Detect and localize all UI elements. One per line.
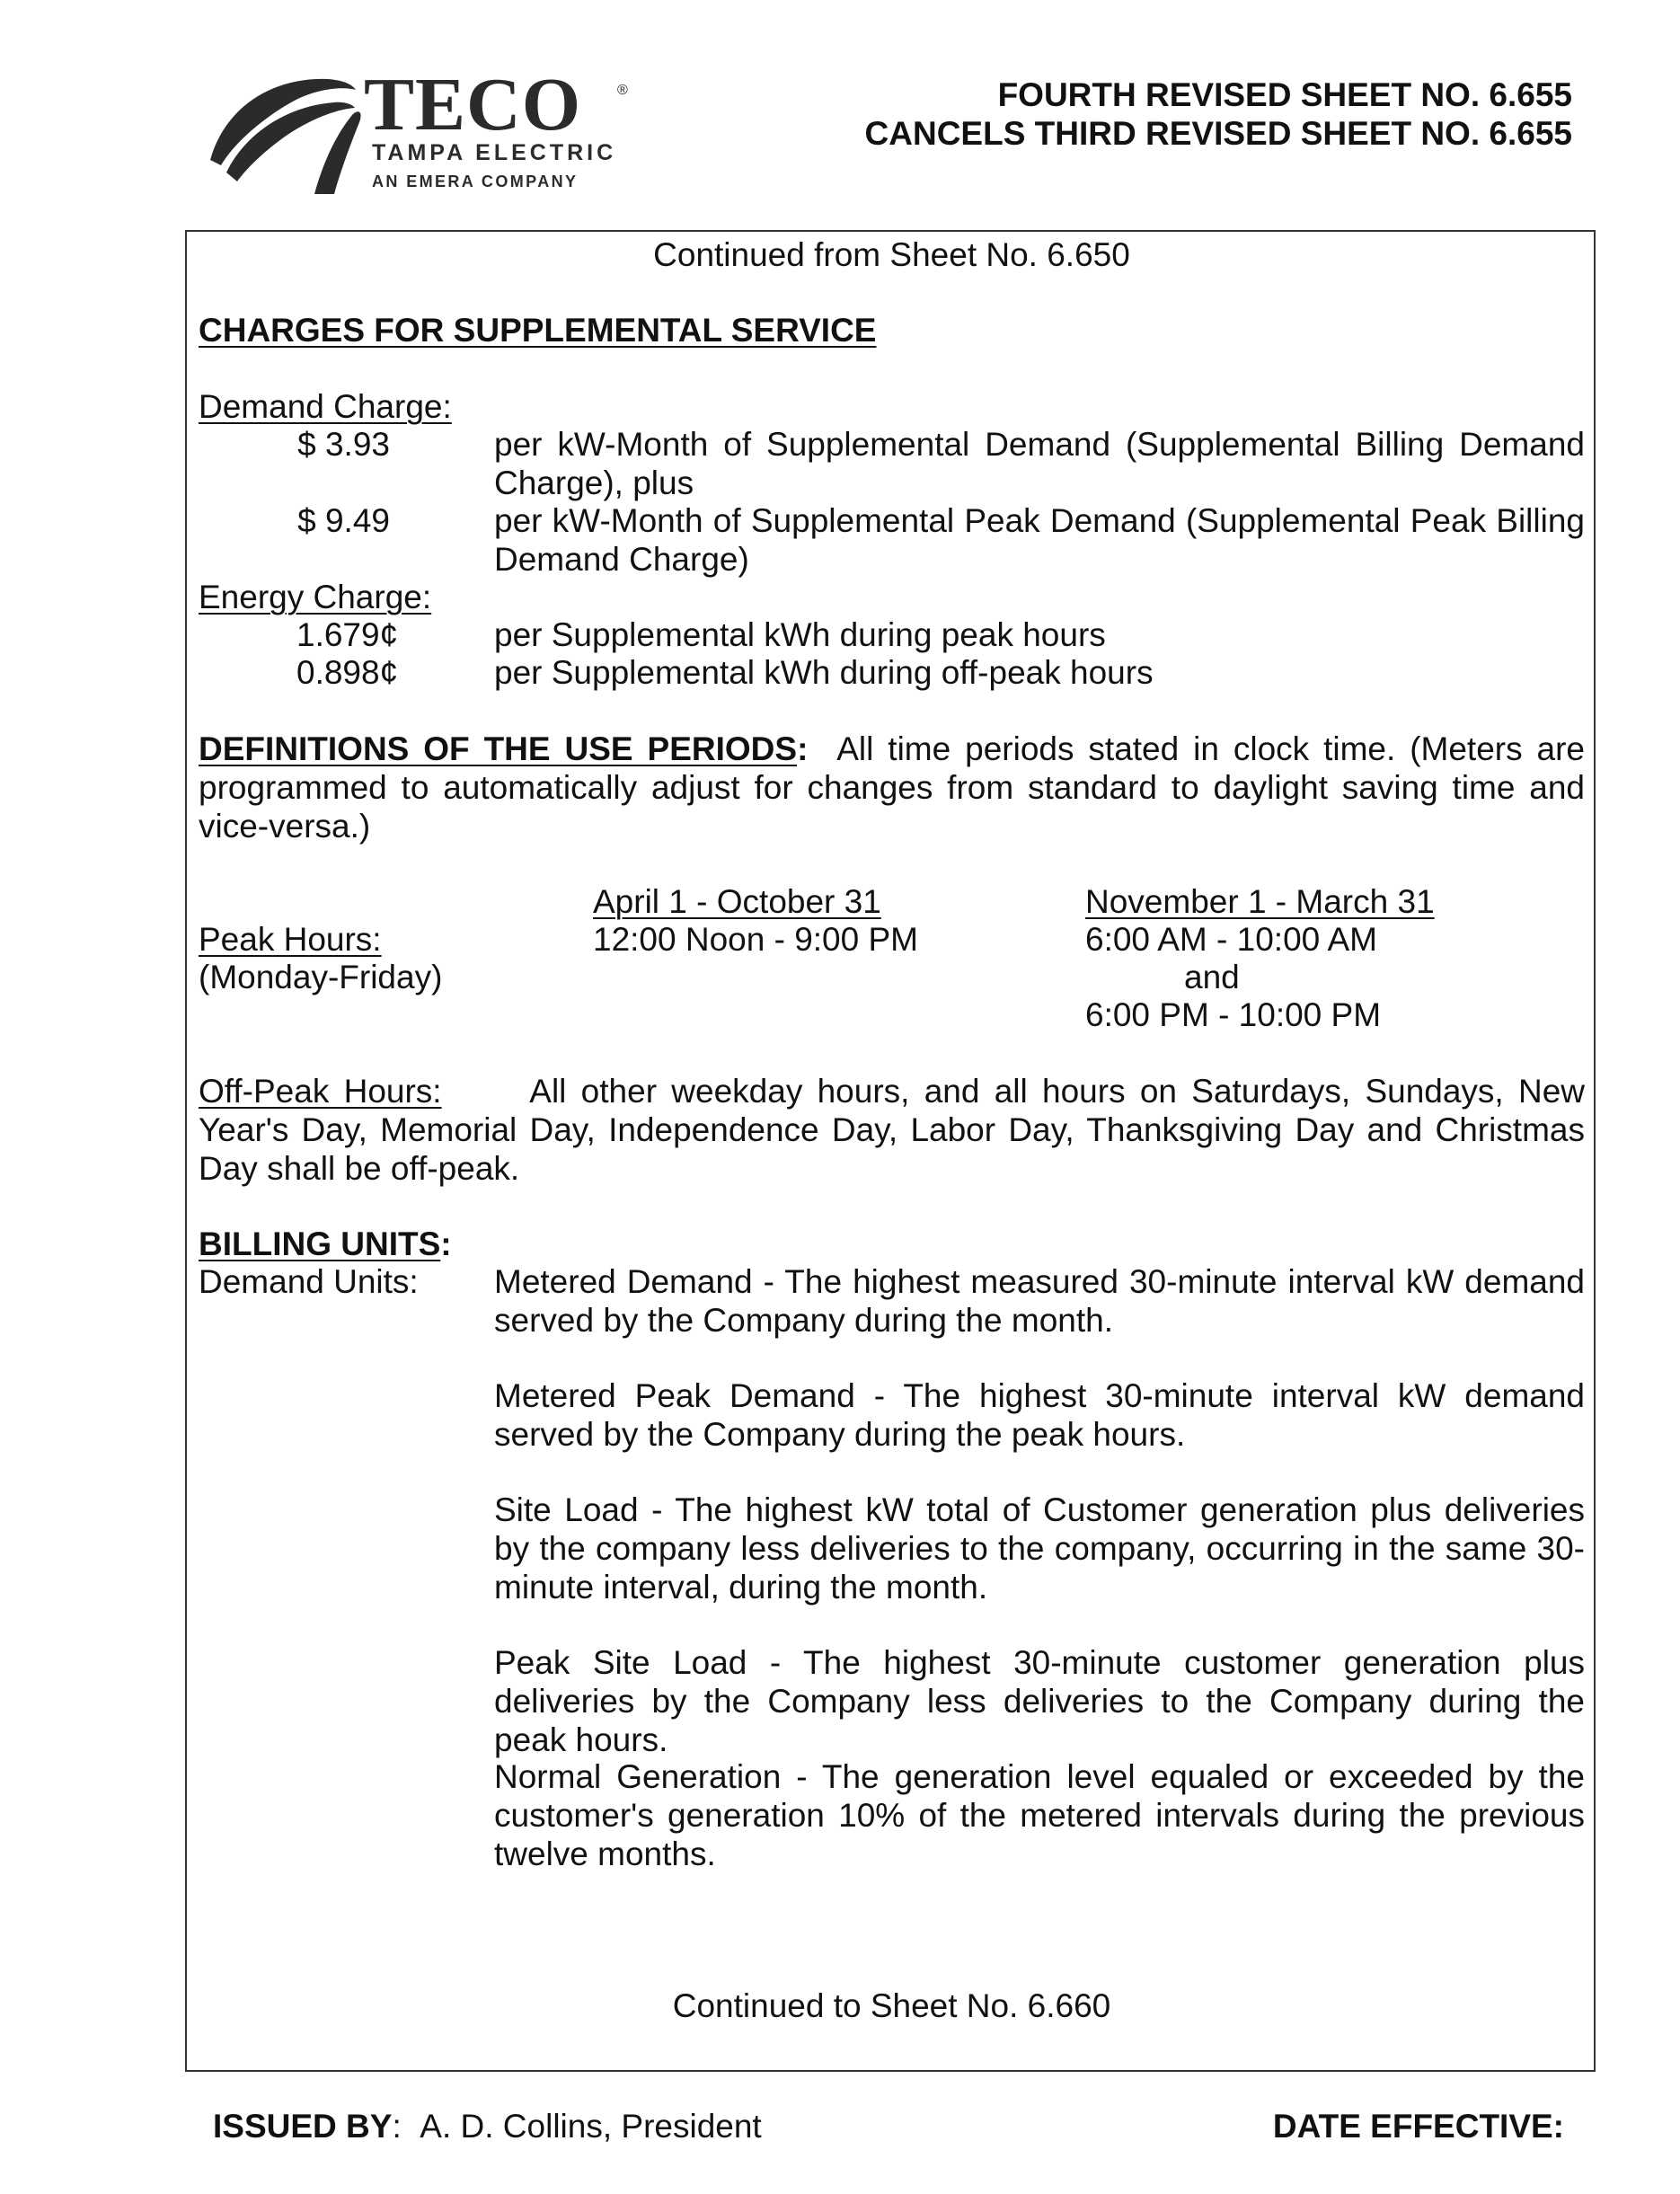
energy-charge-desc-1: per Supplemental kWh during peak hours: [494, 616, 1106, 653]
winter-period-heading: November 1 - March 31: [1085, 883, 1435, 920]
energy-charge-desc-2: per Supplemental kWh during off-peak hours: [494, 654, 1154, 691]
offpeak-text: All other weekday hours, and all hours on Saturdays, Sundays, New Year's Day, Memorial Day, Independence Day, Labor Day, Thanksgiving Day and Christmas Day shall be off-peak.: [199, 1073, 1586, 1187]
demand-charge-amount-1: $ 3.93: [297, 426, 390, 463]
billing-units-heading: BILLING UNITS:: [199, 1225, 452, 1262]
logo-wordmark: TECO: [364, 63, 582, 146]
billing-item-site-load: Site Load - The highest kW total of Customer generation plus deliveries by the company less deliveries to the company, occurring in the same 30-minute interval, during the month.: [494, 1491, 1585, 1606]
peak-days: (Monday-Friday): [199, 959, 443, 995]
logo-swoosh-icon: [208, 72, 366, 198]
definitions-heading: DEFINITIONS OF THE USE PERIODS: [199, 730, 798, 767]
summer-peak-hours: 12:00 Noon - 9:00 PM: [593, 921, 918, 958]
company-logo: [208, 63, 685, 198]
demand-units-label: Demand Units:: [199, 1263, 419, 1300]
peak-hours-label: Peak Hours:: [199, 921, 382, 958]
issuer-name: A. D. Collins, President: [420, 2108, 762, 2145]
definitions-paragraph: DEFINITIONS OF THE USE PERIODS: All time periods stated in clock time. (Meters are programmed to automatically adjust for changes from standard to daylight saving time and vice-versa.): [199, 730, 1585, 845]
winter-peak-hours-morning: 6:00 AM - 10:00 AM: [1085, 921, 1377, 958]
definitions-text: All time periods stated in clock time. (Meters are programmed to automatically adjust for changes from standard to daylight saving time and vice-versa.): [199, 730, 1585, 845]
logo-registered-mark: ®: [617, 83, 628, 98]
demand-charge-desc-1: per kW-Month of Supplemental Demand (Supplemental Billing Demand Charge), plus: [494, 426, 1585, 501]
energy-charge-label: Energy Charge:: [199, 579, 432, 615]
winter-peak-hours-evening: 6:00 PM - 10:00 PM: [1085, 996, 1382, 1033]
continued-to: Continued to Sheet No. 6.660: [672, 1987, 1111, 2024]
energy-charge-amount-1: 1.679¢: [296, 616, 399, 653]
date-effective-label: DATE EFFECTIVE:: [1272, 2108, 1564, 2145]
demand-charge-amount-2: $ 9.49: [297, 502, 390, 539]
billing-item-normal-generation: Normal Generation - The generation level equaled or exceeded by the customer's generation 10% of the metered intervals during the previous twelve months.: [494, 1758, 1585, 1872]
energy-charge-amount-2: 0.898¢: [296, 654, 399, 691]
demand-charge-label: Demand Charge:: [199, 388, 452, 425]
summer-period-heading: April 1 - October 31: [593, 883, 881, 920]
billing-item-peak-site-load: Peak Site Load - The highest 30-minute customer generation plus deliveries by the Company less deliveries to the Company during the peak hours.: [494, 1644, 1585, 1758]
issued-by: ISSUED BY: A. D. Collins, President: [213, 2108, 762, 2145]
winter-and: and: [1184, 959, 1240, 995]
demand-charge-desc-2: per kW-Month of Supplemental Peak Demand (Supplemental Peak Billing Demand Charge): [494, 502, 1585, 578]
sheet-number: FOURTH REVISED SHEET NO. 6.655: [997, 76, 1572, 113]
sheet-header: [865, 75, 1572, 153]
cancels-sheet-number: CANCELS THIRD REVISED SHEET NO. 6.655: [864, 115, 1572, 152]
charges-heading: CHARGES FOR SUPPLEMENTAL SERVICE: [199, 312, 877, 349]
offpeak-label: Off-Peak Hours:: [199, 1073, 442, 1110]
offpeak-paragraph: [199, 1072, 1585, 1188]
billing-item-metered-demand: Metered Demand - The highest measured 30-minute interval kW demand served by the Company during the month.: [494, 1263, 1585, 1339]
billing-item-metered-peak-demand: Metered Peak Demand - The highest 30-minute interval kW demand served by the Company during the peak hours.: [494, 1377, 1585, 1453]
logo-tagline: AN EMERA COMPANY: [372, 173, 579, 190]
continued-from: Continued from Sheet No. 6.650: [653, 236, 1130, 273]
logo-subtitle: TAMPA ELECTRIC: [372, 140, 617, 165]
